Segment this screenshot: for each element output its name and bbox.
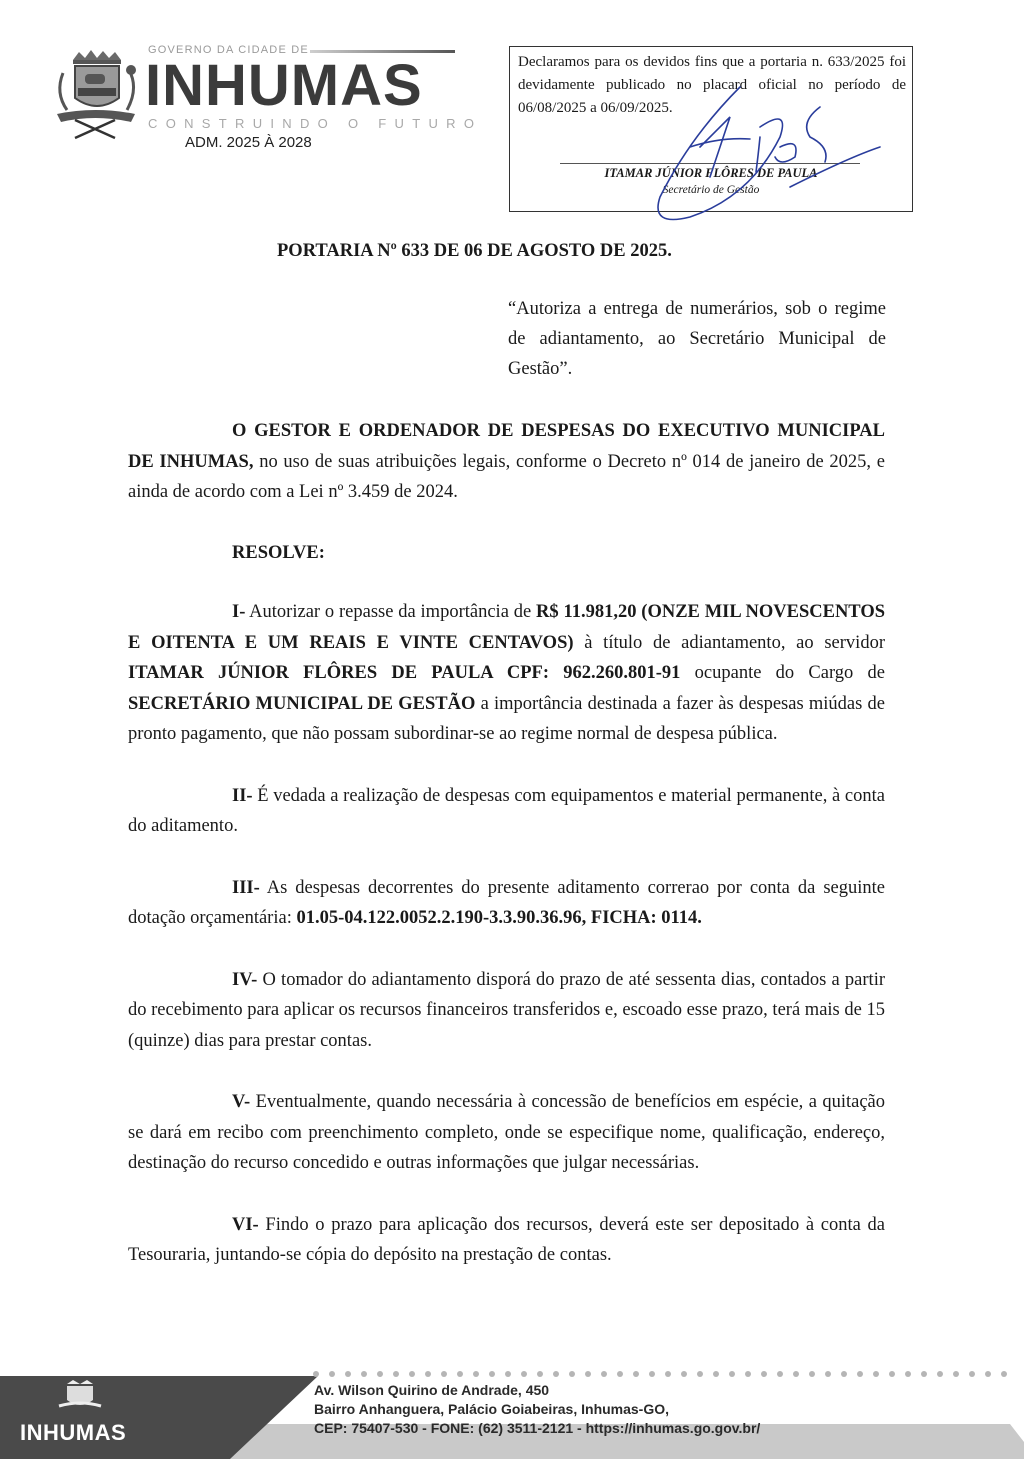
footer-dot <box>457 1371 463 1377</box>
article-emphasis: ITAMAR JÚNIOR FLÔRES DE PAULA CPF: 962.260.801-91 <box>128 663 681 683</box>
footer-dot <box>953 1371 959 1377</box>
article-text: É vedada a realização de despesas com equipamentos e material permanente, à conta do aditamento. <box>128 785 885 836</box>
footer-dot <box>553 1371 559 1377</box>
articles-section <box>128 597 885 1302</box>
article-emphasis: R$ 11.981,20 (ONZE MIL NOVESCENTOS E OITENTA E UM REAIS E VINTE CENTAVOS) <box>128 602 885 653</box>
footer-dot <box>985 1371 991 1377</box>
government-line: GOVERNO DA CIDADE DE <box>148 44 309 56</box>
footer-city-name: INHUMAS <box>20 1420 127 1445</box>
footer-dot <box>313 1371 319 1377</box>
footer-dot <box>745 1371 751 1377</box>
footer-address-line3: CEP: 75407-530 - FONE: (62) 3511-2121 - https://inhumas.go.gov.br/ <box>314 1420 761 1436</box>
preamble-authority: O GESTOR E ORDENADOR DE DESPESAS DO EXECUTIVO MUNICIPAL DE INHUMAS, <box>128 421 885 472</box>
footer-dot <box>633 1371 639 1377</box>
portaria-ementa: “Autoriza a entrega de numerários, sob o regime de adiantamento, ao Secretário Municipal de Gestão”. <box>508 299 886 379</box>
footer-dot <box>425 1371 431 1377</box>
article-numeral: III- <box>232 877 260 898</box>
footer-dot-pattern <box>310 1369 1010 1379</box>
article-text: Eventualmente, quando necessária à concessão de benefícios em espécie, a quitação se dará em recibo com preenchimento completo, onde se especifique nome, qualificação, endereço, destinação do recurso concedido e outras informações que julgar necessárias. <box>128 1092 885 1173</box>
footer-dot <box>473 1371 479 1377</box>
footer-dot <box>505 1371 511 1377</box>
article-text: As despesas decorrentes do presente aditamento correrao por conta da seguinte dotação orçamentária: <box>128 877 885 928</box>
administration-period: ADM. 2025 À 2028 <box>185 134 312 151</box>
footer-dot <box>937 1371 943 1377</box>
footer-dot <box>921 1371 927 1377</box>
footer-dot <box>377 1371 383 1377</box>
footer-dot <box>665 1371 671 1377</box>
page-footer <box>0 1362 1024 1459</box>
footer-dot <box>361 1371 367 1377</box>
article-numeral: II- <box>232 785 253 806</box>
footer-dot <box>585 1371 591 1377</box>
article-2 <box>128 781 885 842</box>
footer-dot <box>681 1371 687 1377</box>
article-4 <box>128 965 885 1057</box>
footer-dot <box>521 1371 527 1377</box>
header-logo <box>45 44 483 160</box>
footer-dot <box>649 1371 655 1377</box>
footer-address-line1: Av. Wilson Quirino de Andrade, 450 <box>314 1382 550 1398</box>
footer-dot <box>713 1371 719 1377</box>
portaria-title: PORTARIA Nº 633 DE 06 DE AGOSTO DE 2025. <box>277 241 672 261</box>
article-numeral: V- <box>232 1092 251 1112</box>
footer-dot <box>969 1371 975 1377</box>
resolve-label: RESOLVE: <box>232 543 325 563</box>
article-1 <box>128 597 885 750</box>
footer-dot <box>889 1371 895 1377</box>
footer-dot <box>617 1371 623 1377</box>
footer-dot <box>905 1371 911 1377</box>
publication-declaration-box <box>509 46 913 212</box>
footer-dot <box>793 1371 799 1377</box>
footer-crest-icon <box>55 1378 105 1414</box>
article-text: à título de adiantamento, ao servidor <box>573 632 885 653</box>
article-numeral: I- <box>232 602 246 622</box>
footer-dot <box>409 1371 415 1377</box>
footer-dot <box>601 1371 607 1377</box>
article-emphasis: 01.05-04.122.0052.2.190-3.3.90.36.96, FICHA: 0114. <box>296 908 702 928</box>
footer-dot <box>809 1371 815 1377</box>
preamble-text: no uso de suas atribuições legais, conforme o Decreto nº 014 de janeiro de 2025, e ainda de acordo com a Lei nº 3.459 de 2024. <box>128 451 885 502</box>
footer-dot <box>729 1371 735 1377</box>
article-emphasis: SECRETÁRIO MUNICIPAL DE GESTÃO <box>128 693 476 714</box>
footer-dot <box>489 1371 495 1377</box>
coat-of-arms-icon <box>45 48 145 143</box>
article-text: O tomador do adiantamento disporá do prazo de até sessenta dias, contados a partir do recebimento para aplicar os recursos financeiros transferidos e, escoado esse prazo, terá mais de 15 (quinze) dias para prestar contas. <box>128 969 885 1051</box>
footer-dot <box>393 1371 399 1377</box>
footer-dot <box>873 1371 879 1377</box>
footer-dot <box>569 1371 575 1377</box>
city-motto: CONSTRUINDO O FUTURO <box>148 116 483 131</box>
footer-dot <box>697 1371 703 1377</box>
publication-declaration-text: Declaramos para os devidos fins que a portaria n. 633/2025 foi devidamente publicado no placard oficial no período de 06/08/2025 a 06/09/2025. <box>518 54 906 116</box>
article-5 <box>128 1087 885 1179</box>
city-name-logo: INHUMAS <box>145 53 423 118</box>
article-text: Autorizar o repasse da importância de <box>245 602 537 622</box>
preamble-paragraph <box>128 416 885 508</box>
footer-address-line2: Bairro Anhanguera, Palácio Goiabeiras, Inhumas-GO, <box>314 1401 670 1417</box>
article-numeral: IV- <box>232 969 258 990</box>
footer-dot <box>345 1371 351 1377</box>
footer-dot <box>1001 1371 1007 1377</box>
footer-dot <box>329 1371 335 1377</box>
article-numeral: VI- <box>232 1214 259 1235</box>
footer-dot <box>857 1371 863 1377</box>
footer-dot <box>441 1371 447 1377</box>
footer-dot <box>777 1371 783 1377</box>
footer-dot <box>537 1371 543 1377</box>
article-text: Findo o prazo para aplicação dos recursos, deverá este ser depositado à conta da Tesouraria, juntando-se cópia do depósito na prestação de contas. <box>128 1214 885 1265</box>
signer-name: ITAMAR JÚNIOR FLÔRES DE PAULA <box>604 166 818 180</box>
footer-address <box>314 1381 760 1438</box>
footer-dot <box>841 1371 847 1377</box>
signature-line <box>560 163 860 164</box>
footer-dot <box>825 1371 831 1377</box>
article-6 <box>128 1210 885 1271</box>
article-text: ocupante do Cargo de <box>680 663 885 683</box>
footer-dot <box>761 1371 767 1377</box>
article-3 <box>128 873 885 934</box>
signer-role: Secretário de Gestão <box>662 184 760 196</box>
article-text: a importância destinada a fazer às despesas miúdas de pronto pagamento, que não possam subordinar-se ao regime normal de despesa pública. <box>128 693 885 744</box>
